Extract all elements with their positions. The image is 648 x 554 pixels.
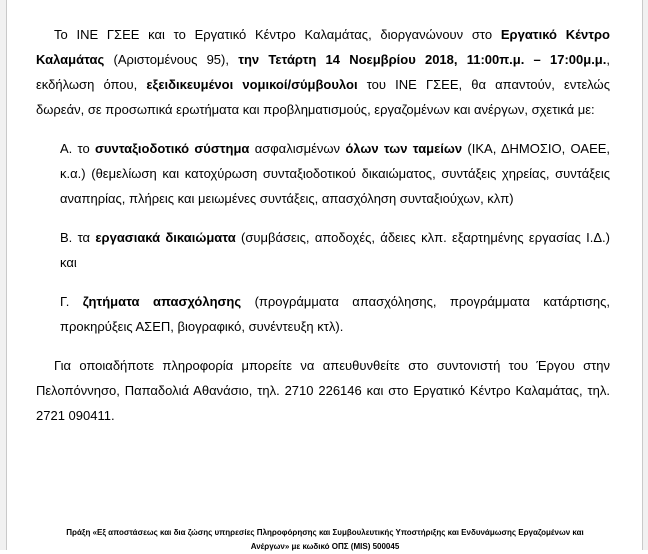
contact-paragraph (36, 353, 610, 428)
venue-bold: Εργατικό Κέντρο Καλαμάτας (36, 27, 610, 67)
item-c-paragraph (36, 289, 610, 339)
item-a-text-1: Α. το (60, 141, 96, 156)
intro-text-2: (Αριστομένους 95), (104, 52, 239, 67)
employment-issues-bold: ζητήματα απασχόλησης (82, 294, 242, 309)
intro-text-4: του ΙΝΕ ΓΣΕΕ, θα απαντούν, εντελώς δωρεάν, σε προσωπικά ερωτήματα και προβληματισμούς, εργαζομένων και ανέργων, σχετικά με: (36, 77, 610, 117)
item-a-text-3: (ΙΚΑ, ΔΗΜΟΣΙΟ, ΟΑΕΕ, κ.α.) (θεμελίωση και κατοχύρωση συνταξιοδοτικού δικαιώματος, συντάξεις χηρείας, συντάξεις αναπηρίας, πλήρεις και μειωμένες συντάξεις, απασχόληση συνταξιούχων, κλπ) (60, 141, 611, 206)
contact-text: Για οποιαδήποτε πληροφορία μπορείτε να απευθυνθείτε στο συντονιστή του Έργου στην Πελοπόννησο, Παπαδολιά Αθανάσιο, τηλ. 2710 226146 και στο Εργατικό Κέντρο Καλαμάτας, τηλ. 2721 090411. (36, 358, 610, 423)
all-funds-bold: όλων των ταμείων (345, 141, 463, 156)
item-b-text-2: (συμβάσεις, αποδοχές, άδειες κλπ. εξαρτημένης εργασίας Ι.Δ.) και (60, 230, 610, 270)
labour-rights-bold: εργασιακά δικαιώματα (95, 230, 236, 245)
advisors-bold: εξειδικευμένοι νομικοί/σύμβουλοι (146, 77, 358, 92)
page-edge-left (0, 0, 7, 550)
date-time-bold: την Τετάρτη 14 Νοεμβρίου 2018, 11:00π.μ. – 17:00μ.μ. (238, 52, 607, 67)
item-b-text-1: Β. τα (60, 230, 96, 245)
pension-system-bold: συνταξιοδοτικό σύστημα (95, 141, 250, 156)
intro-text-3: , εκδήλωση όπου, (36, 52, 610, 92)
item-a-text-2: ασφαλισμένων (249, 141, 346, 156)
footer-line-2: Ανέργων» με κωδικό ΟΠΣ (MIS) 500045 (250, 542, 400, 551)
item-c-text-1: Γ. (60, 294, 83, 309)
document-page (36, 22, 610, 442)
item-b-paragraph (36, 225, 610, 275)
item-c-text-2: (προγράμματα απασχόλησης, προγράμματα κατάρτισης, προκηρύξεις ΑΣΕΠ, βιογραφικό, συνέντευξη κτλ). (60, 294, 610, 334)
page-edge-right (642, 0, 648, 550)
item-a-paragraph (36, 136, 610, 211)
intro-paragraph (36, 22, 610, 122)
footer-line-1: Πράξη «Εξ αποστάσεως και δια ζώσης υπηρεσίες Πληροφόρησης και Συμβουλευτικής Υποστήριξης και Ενδυνάμωσης Εργαζομένων και (66, 528, 584, 537)
intro-text-1: Το ΙΝΕ ΓΣΕΕ και το Εργατικό Κέντρο Καλαμάτας, διοργανώνουν στο (54, 27, 501, 42)
